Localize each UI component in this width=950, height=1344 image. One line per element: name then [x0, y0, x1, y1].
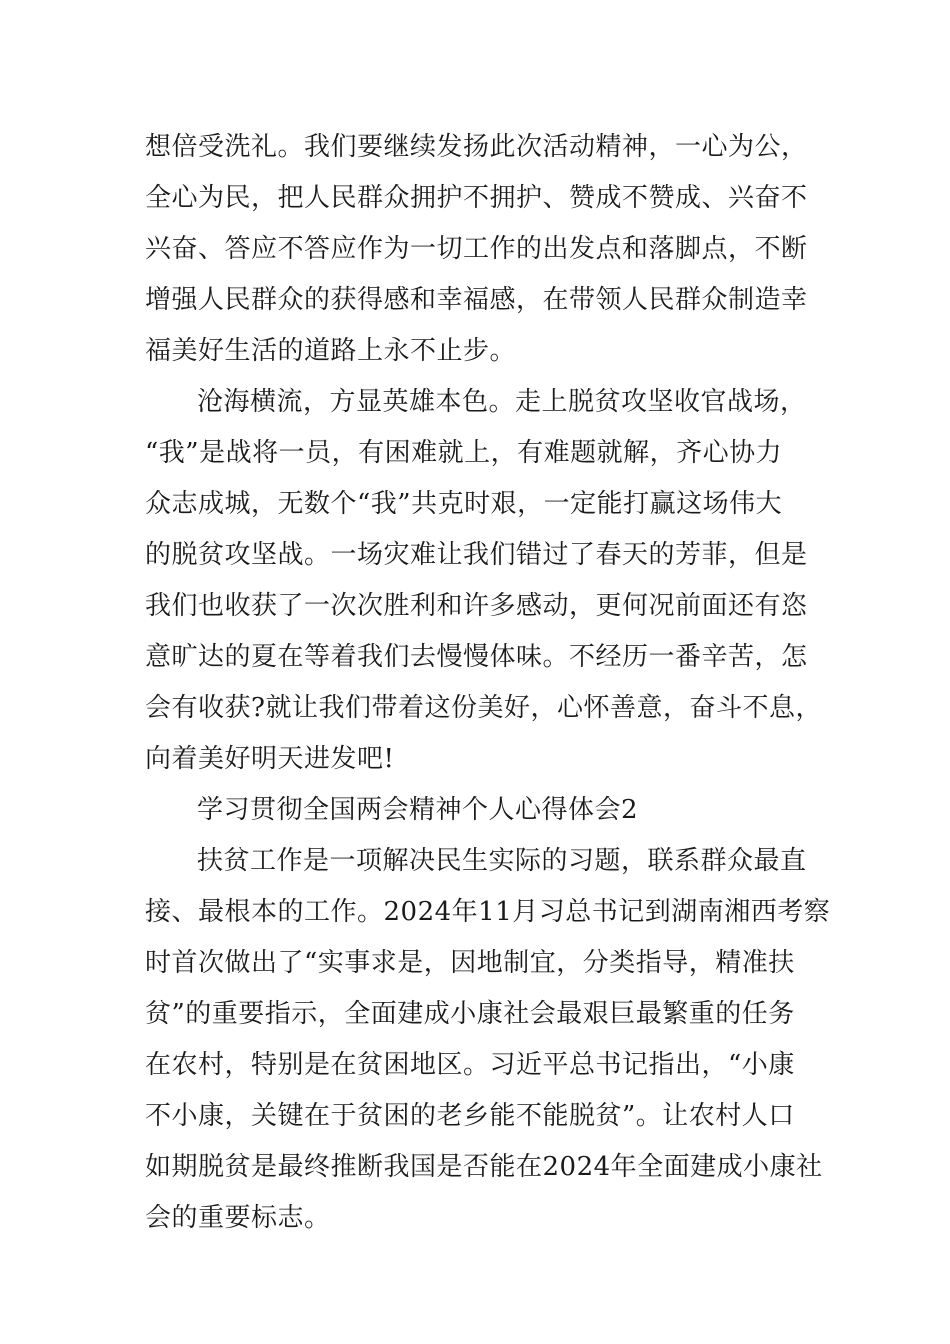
paragraph-3-line-6: 不小康，关键在于贫困的老乡能不能脱贫”。让农村人口: [145, 1101, 795, 1131]
paragraph-2-line-6: 意旷达的夏在等着我们去慢慢体味。不经历一番辛苦，怎: [145, 642, 808, 672]
paragraph-3-line-4: 贫”的重要指示，全面建成小康社会最艰巨最繁重的任务: [145, 999, 795, 1029]
paragraph-2-line-3: 众志成城，无数个“我”共克时艰，一定能打赢这场伟大: [145, 489, 783, 519]
paragraph-2-line-2: “我”是战将一员，有困难就上，有难题就解，齐心协力: [145, 438, 783, 468]
section-heading: 学习贯彻全国两会精神个人心得体会2: [197, 795, 639, 825]
paragraph-2-line-1: 沧海横流，方显英雄本色。走上脱贫攻坚收官战场，: [197, 387, 807, 417]
paragraph-3-line-2: 接、最根本的工作。2024年11月习总书记到湖南湘西考察: [145, 897, 831, 927]
paragraph-3-line-8: 会的重要标志。: [145, 1203, 331, 1233]
paragraph-3-line-7: 如期脱贫是最终推断我国是否能在2024年全面建成小康社: [145, 1152, 823, 1182]
paragraph-1-line-2: 全心为民，把人民群众拥护不拥护、赞成不赞成、兴奋不: [145, 183, 808, 213]
paragraph-3-line-5: 在农村，特别是在贫困地区。习近平总书记指出，“小康: [145, 1050, 795, 1080]
paragraph-3-line-3: 时首次做出了“实事求是，因地制宜，分类指导，精准扶: [145, 948, 795, 978]
paragraph-3-line-1: 扶贫工作是一项解决民生实际的习题，联系群众最直: [197, 846, 807, 876]
paragraph-2-line-8: 向着美好明天进发吧!: [145, 744, 395, 774]
paragraph-1-line-5: 福美好生活的道路上永不止步。: [145, 336, 517, 366]
paragraph-2-line-7: 会有收获?就让我们带着这份美好，心怀善意，奋斗不息，: [145, 693, 822, 723]
paragraph-1-line-4: 增强人民群众的获得感和幸福感，在带领人民群众制造幸: [145, 285, 808, 315]
paragraph-2-line-5: 我们也收获了一次次胜利和许多感动，更何况前面还有恣: [145, 591, 808, 621]
paragraph-1-line-3: 兴奋、答应不答应作为一切工作的出发点和落脚点，不断: [145, 234, 808, 264]
paragraph-1-line-1: 想倍受洗礼。我们要继续发扬此次活动精神，一心为公，: [145, 132, 808, 162]
paragraph-2-line-4: 的脱贫攻坚战。一场灾难让我们错过了春天的芳菲，但是: [145, 540, 808, 570]
